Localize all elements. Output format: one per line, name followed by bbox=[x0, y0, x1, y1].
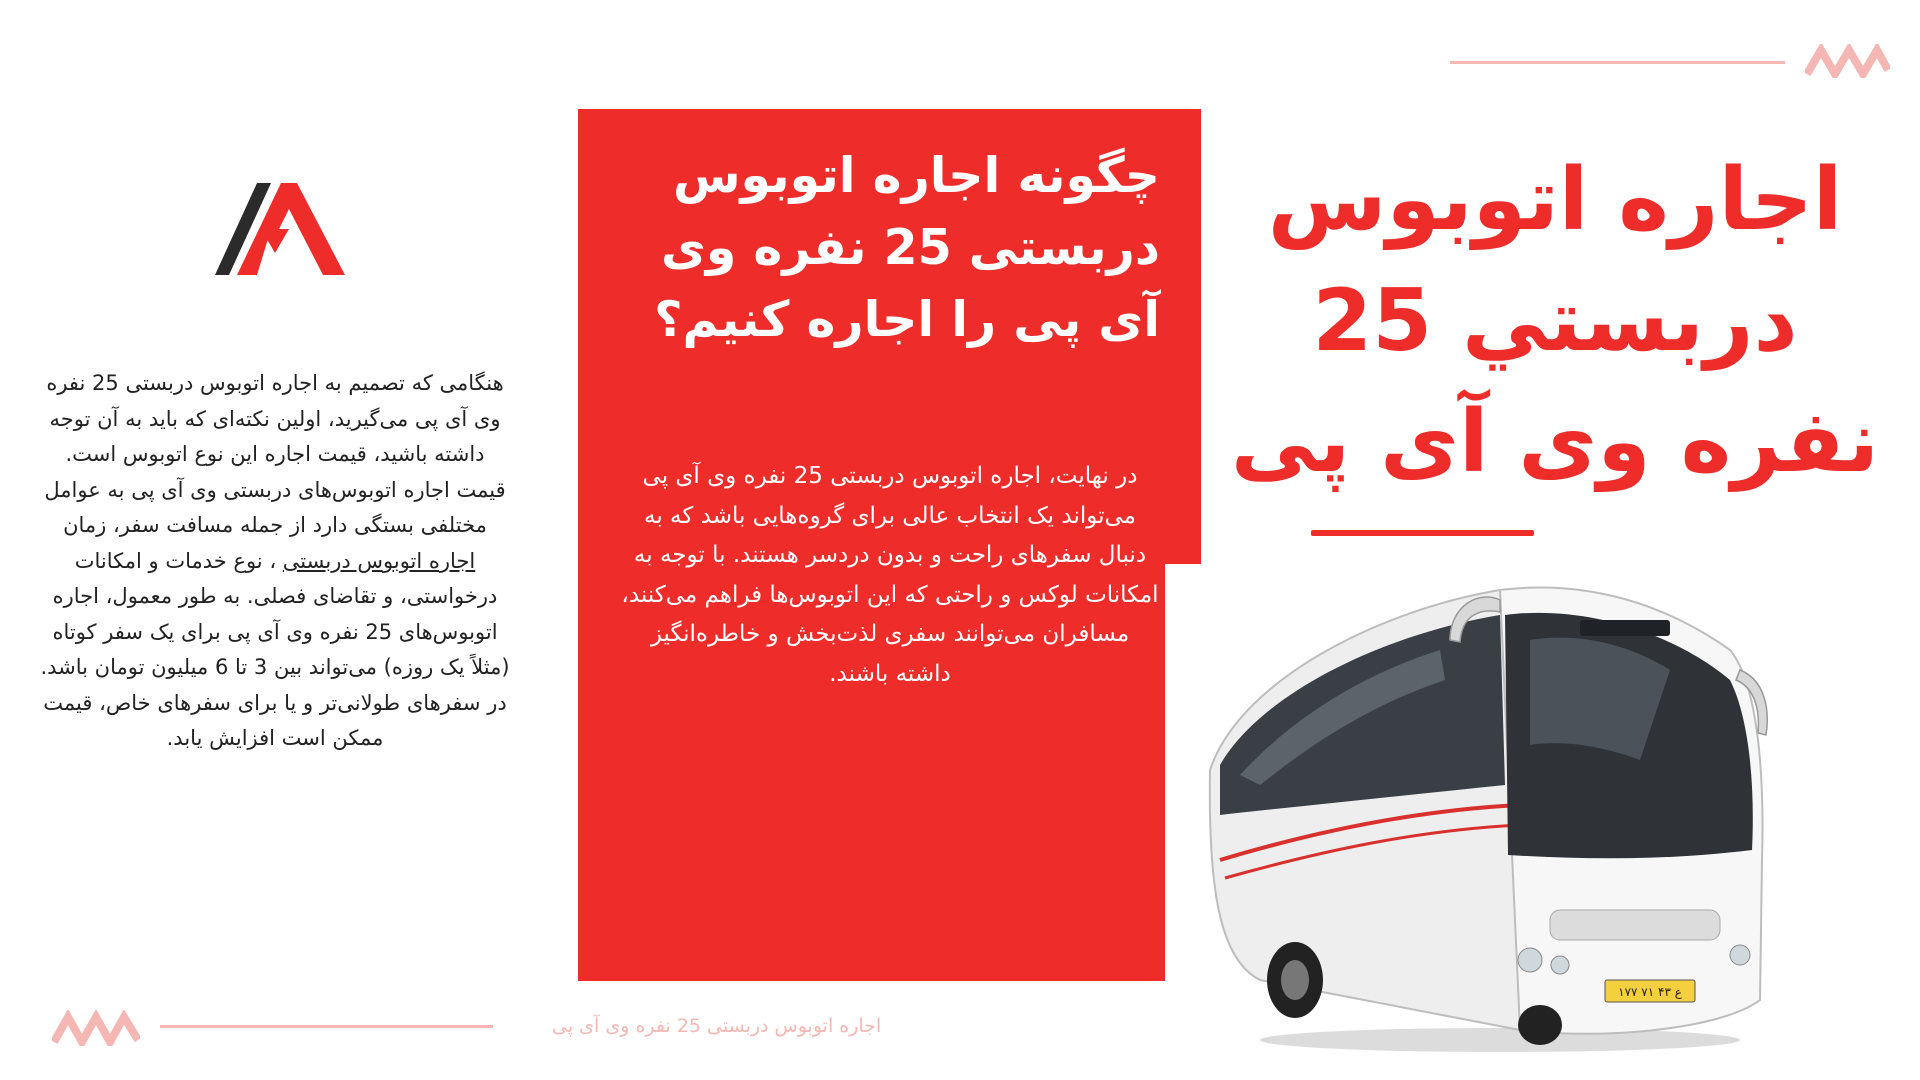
triangle-arrow-logo-icon bbox=[215, 183, 345, 275]
red-panel-heading: چگونه اجاره اتوبوس دربستی 25 نفره وی آی پی را اجاره کنیم؟ bbox=[654, 147, 1160, 348]
bus-rental-link[interactable]: اجاره اتوبوس دربستی bbox=[282, 548, 476, 573]
bottom-zigzag-icon bbox=[52, 1010, 140, 1046]
bottom-decor-line bbox=[160, 1025, 493, 1028]
page-title: اجاره اتوبوس دربستي 25 نفره وی آی پی bbox=[1230, 150, 1880, 492]
left-paragraph-text-1: هنگامی که تصمیم به اجاره اتوبوس دربستی 25 نفره وی آی پی می‌گیرید، اولین نکته‌ای که باید به آن توجه داشته باشید، قیمت اجاره این نوع اتوبوس است. قیمت اجاره اتوبوس‌های دربستی وی آی پی به عوامل مختلفی بستگی دارد از جمله مسافت سفر، زمان bbox=[44, 371, 506, 537]
bus-image bbox=[1200, 560, 1770, 1055]
footer-text: اجاره اتوبوس دربستی 25 نفره وی آی پی bbox=[552, 1015, 882, 1037]
top-decor-line bbox=[1450, 61, 1785, 64]
left-paragraph-text-2: ، نوع خدمات و امکانات درخواستی، و تقاضای فصلی. به طور معمول، اجاره اتوبوس‌های 25 نفره وی آی پی برای یک سفر کوتاه (مثلاً یک روزه) می‌تواند بین 3 تا 6 میلیون تومان باشد. در سفرهای طولانی‌تر و یا برای سفرهای خاص، قیمت ممکن است افزایش یابد. bbox=[40, 548, 510, 750]
title-underline bbox=[1311, 530, 1534, 536]
left-paragraph bbox=[40, 366, 510, 757]
red-panel-paragraph: در نهایت، اجاره اتوبوس دربستی 25 نفره وی آی پی می‌تواند یک انتخاب عالی برای گروه‌هایی باشد که به دنبال سفرهای راحت و بدون دردسر هستند. با توجه به امکانات لوکس و راحتی که این اتوبوس‌ها فراهم می‌کنند، مسافران می‌توانند سفری لذت‌بخش و خاطره‌انگیز داشته باشند. bbox=[621, 463, 1159, 687]
top-zigzag-icon bbox=[1805, 44, 1890, 78]
license-plate: ۱۷۷ ع ۴۳ ۷۱ bbox=[1618, 985, 1682, 999]
